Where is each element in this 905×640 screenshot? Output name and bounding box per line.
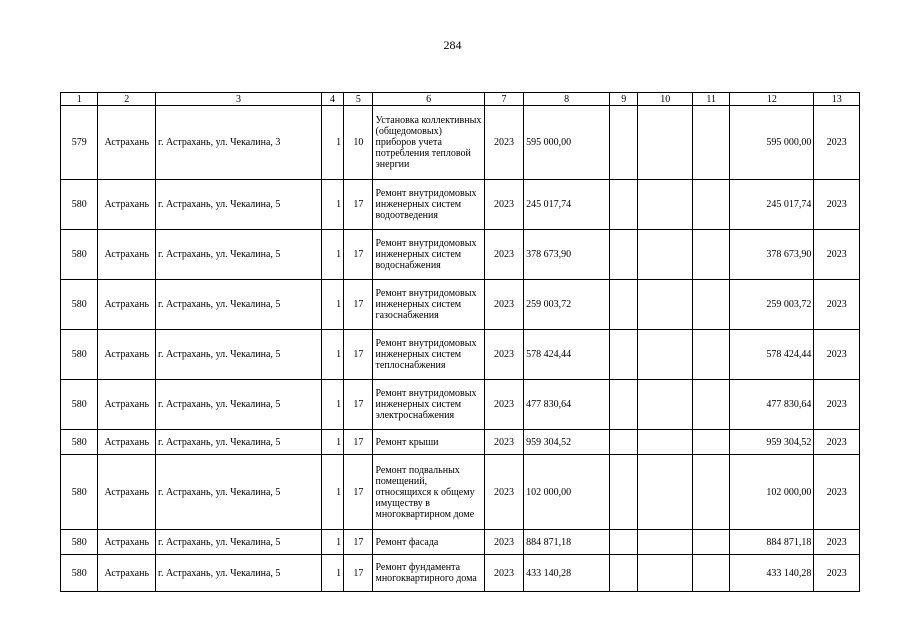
row-number-cell: 580 <box>61 230 98 280</box>
city-cell: Астрахань <box>98 330 156 380</box>
city-cell: Астрахань <box>98 380 156 430</box>
col13-year-cell: 2023 <box>814 230 860 280</box>
year-cell: 2023 <box>484 555 523 592</box>
col9-cell <box>610 180 638 230</box>
col13-year-cell: 2023 <box>814 530 860 555</box>
work-type-cell: Ремонт подвальных помещений, относящихся к общему имуществу в многоквартирном доме <box>373 455 484 530</box>
row-number-cell: 580 <box>61 455 98 530</box>
col13-year-cell: 2023 <box>814 106 860 180</box>
year-cell: 2023 <box>484 430 523 455</box>
year-cell: 2023 <box>484 106 523 180</box>
col10-cell <box>638 330 693 380</box>
table-row <box>61 330 860 380</box>
col11-cell <box>693 455 730 530</box>
work-type-cell: Ремонт крыши <box>373 430 484 455</box>
column-header-1: 1 <box>61 93 98 106</box>
col5-cell: 17 <box>344 330 373 380</box>
col9-cell <box>610 106 638 180</box>
row-number-cell: 580 <box>61 180 98 230</box>
table-row <box>61 280 860 330</box>
column-header-3: 3 <box>156 93 322 106</box>
col11-cell <box>693 106 730 180</box>
column-header-2: 2 <box>98 93 156 106</box>
registry-table <box>60 92 860 592</box>
col13-year-cell: 2023 <box>814 430 860 455</box>
col10-cell <box>638 430 693 455</box>
col10-cell <box>638 380 693 430</box>
address-cell: г. Астрахань, ул. Чекалина, 5 <box>156 280 322 330</box>
col9-cell <box>610 430 638 455</box>
table-row <box>61 180 860 230</box>
work-type-cell: Ремонт внутридомовых инженерных систем теплоснабжения <box>373 330 484 380</box>
city-cell: Астрахань <box>98 180 156 230</box>
col11-cell <box>693 180 730 230</box>
col4-cell: 1 <box>321 455 343 530</box>
row-number-cell: 580 <box>61 530 98 555</box>
work-type-cell: Ремонт внутридомовых инженерных систем электроснабжения <box>373 380 484 430</box>
year-cell: 2023 <box>484 230 523 280</box>
col13-year-cell: 2023 <box>814 280 860 330</box>
total-cost-cell: 884 871,18 <box>524 530 610 555</box>
work-type-cell: Ремонт фасада <box>373 530 484 555</box>
city-cell: Астрахань <box>98 106 156 180</box>
column-header-9: 9 <box>610 93 638 106</box>
col5-cell: 17 <box>344 230 373 280</box>
col10-cell <box>638 230 693 280</box>
col5-cell: 17 <box>344 555 373 592</box>
col12-cost-cell: 245 017,74 <box>730 180 814 230</box>
col5-cell: 17 <box>344 380 373 430</box>
city-cell: Астрахань <box>98 280 156 330</box>
col9-cell <box>610 380 638 430</box>
col11-cell <box>693 230 730 280</box>
column-header-6: 6 <box>373 93 484 106</box>
column-header-8: 8 <box>524 93 610 106</box>
col12-cost-cell: 378 673,90 <box>730 230 814 280</box>
col11-cell <box>693 430 730 455</box>
address-cell: г. Астрахань, ул. Чекалина, 5 <box>156 230 322 280</box>
table-row <box>61 455 860 530</box>
col11-cell <box>693 555 730 592</box>
col12-cost-cell: 578 424,44 <box>730 330 814 380</box>
city-cell: Астрахань <box>98 430 156 455</box>
page-number: 284 <box>443 38 462 52</box>
table-row <box>61 555 860 592</box>
col12-cost-cell: 959 304,52 <box>730 430 814 455</box>
row-number-cell: 579 <box>61 106 98 180</box>
city-cell: Астрахань <box>98 230 156 280</box>
col11-cell <box>693 280 730 330</box>
col9-cell <box>610 555 638 592</box>
total-cost-cell: 578 424,44 <box>524 330 610 380</box>
col12-cost-cell: 102 000,00 <box>730 455 814 530</box>
total-cost-cell: 595 000,00 <box>524 106 610 180</box>
row-number-cell: 580 <box>61 380 98 430</box>
col4-cell: 1 <box>321 106 343 180</box>
col5-cell: 17 <box>344 530 373 555</box>
col11-cell <box>693 380 730 430</box>
col12-cost-cell: 595 000,00 <box>730 106 814 180</box>
address-cell: г. Астрахань, ул. Чекалина, 3 <box>156 106 322 180</box>
column-header-5: 5 <box>344 93 373 106</box>
row-number-cell: 580 <box>61 430 98 455</box>
table-row <box>61 230 860 280</box>
col5-cell: 17 <box>344 455 373 530</box>
col5-cell: 10 <box>344 106 373 180</box>
address-cell: г. Астрахань, ул. Чекалина, 5 <box>156 430 322 455</box>
col4-cell: 1 <box>321 230 343 280</box>
address-cell: г. Астрахань, ул. Чекалина, 5 <box>156 380 322 430</box>
total-cost-cell: 477 830,64 <box>524 380 610 430</box>
col11-cell <box>693 530 730 555</box>
table-body <box>61 106 860 592</box>
col4-cell: 1 <box>321 380 343 430</box>
col10-cell <box>638 530 693 555</box>
year-cell: 2023 <box>484 280 523 330</box>
table-row <box>61 106 860 180</box>
col5-cell: 17 <box>344 180 373 230</box>
total-cost-cell: 245 017,74 <box>524 180 610 230</box>
column-header-7: 7 <box>484 93 523 106</box>
col4-cell: 1 <box>321 280 343 330</box>
year-cell: 2023 <box>484 180 523 230</box>
work-type-cell: Ремонт внутридомовых инженерных систем водоснабжения <box>373 230 484 280</box>
address-cell: г. Астрахань, ул. Чекалина, 5 <box>156 180 322 230</box>
col12-cost-cell: 884 871,18 <box>730 530 814 555</box>
work-type-cell: Ремонт фундамента многоквартирного дома <box>373 555 484 592</box>
address-cell: г. Астрахань, ул. Чекалина, 5 <box>156 455 322 530</box>
col5-cell: 17 <box>344 280 373 330</box>
col9-cell <box>610 280 638 330</box>
work-type-cell: Установка коллективных (общедомовых) приборов учета потребления тепловой энергии <box>373 106 484 180</box>
column-header-13: 13 <box>814 93 860 106</box>
col4-cell: 1 <box>321 530 343 555</box>
city-cell: Астрахань <box>98 455 156 530</box>
col13-year-cell: 2023 <box>814 330 860 380</box>
total-cost-cell: 102 000,00 <box>524 455 610 530</box>
col10-cell <box>638 106 693 180</box>
work-type-cell: Ремонт внутридомовых инженерных систем газоснабжения <box>373 280 484 330</box>
col10-cell <box>638 455 693 530</box>
row-number-cell: 580 <box>61 555 98 592</box>
city-cell: Астрахань <box>98 530 156 555</box>
column-header-12: 12 <box>730 93 814 106</box>
header-row <box>61 93 860 106</box>
col4-cell: 1 <box>321 180 343 230</box>
year-cell: 2023 <box>484 330 523 380</box>
col13-year-cell: 2023 <box>814 555 860 592</box>
col11-cell <box>693 330 730 380</box>
col9-cell <box>610 530 638 555</box>
total-cost-cell: 959 304,52 <box>524 430 610 455</box>
row-number-cell: 580 <box>61 330 98 380</box>
col4-cell: 1 <box>321 430 343 455</box>
work-type-cell: Ремонт внутридомовых инженерных систем водоотведения <box>373 180 484 230</box>
column-header-10: 10 <box>638 93 693 106</box>
total-cost-cell: 259 003,72 <box>524 280 610 330</box>
address-cell: г. Астрахань, ул. Чекалина, 5 <box>156 330 322 380</box>
address-cell: г. Астрахань, ул. Чекалина, 5 <box>156 555 322 592</box>
col10-cell <box>638 280 693 330</box>
column-header-11: 11 <box>693 93 730 106</box>
col13-year-cell: 2023 <box>814 455 860 530</box>
col9-cell <box>610 455 638 530</box>
col13-year-cell: 2023 <box>814 180 860 230</box>
col13-year-cell: 2023 <box>814 380 860 430</box>
col9-cell <box>610 230 638 280</box>
year-cell: 2023 <box>484 380 523 430</box>
table-row <box>61 380 860 430</box>
col12-cost-cell: 433 140,28 <box>730 555 814 592</box>
row-number-cell: 580 <box>61 280 98 330</box>
col4-cell: 1 <box>321 330 343 380</box>
col4-cell: 1 <box>321 555 343 592</box>
col9-cell <box>610 330 638 380</box>
col12-cost-cell: 477 830,64 <box>730 380 814 430</box>
year-cell: 2023 <box>484 455 523 530</box>
total-cost-cell: 433 140,28 <box>524 555 610 592</box>
column-header-4: 4 <box>321 93 343 106</box>
col12-cost-cell: 259 003,72 <box>730 280 814 330</box>
city-cell: Астрахань <box>98 555 156 592</box>
col5-cell: 17 <box>344 430 373 455</box>
col10-cell <box>638 180 693 230</box>
table-row <box>61 430 860 455</box>
address-cell: г. Астрахань, ул. Чекалина, 5 <box>156 530 322 555</box>
total-cost-cell: 378 673,90 <box>524 230 610 280</box>
col10-cell <box>638 555 693 592</box>
table-row <box>61 530 860 555</box>
year-cell: 2023 <box>484 530 523 555</box>
